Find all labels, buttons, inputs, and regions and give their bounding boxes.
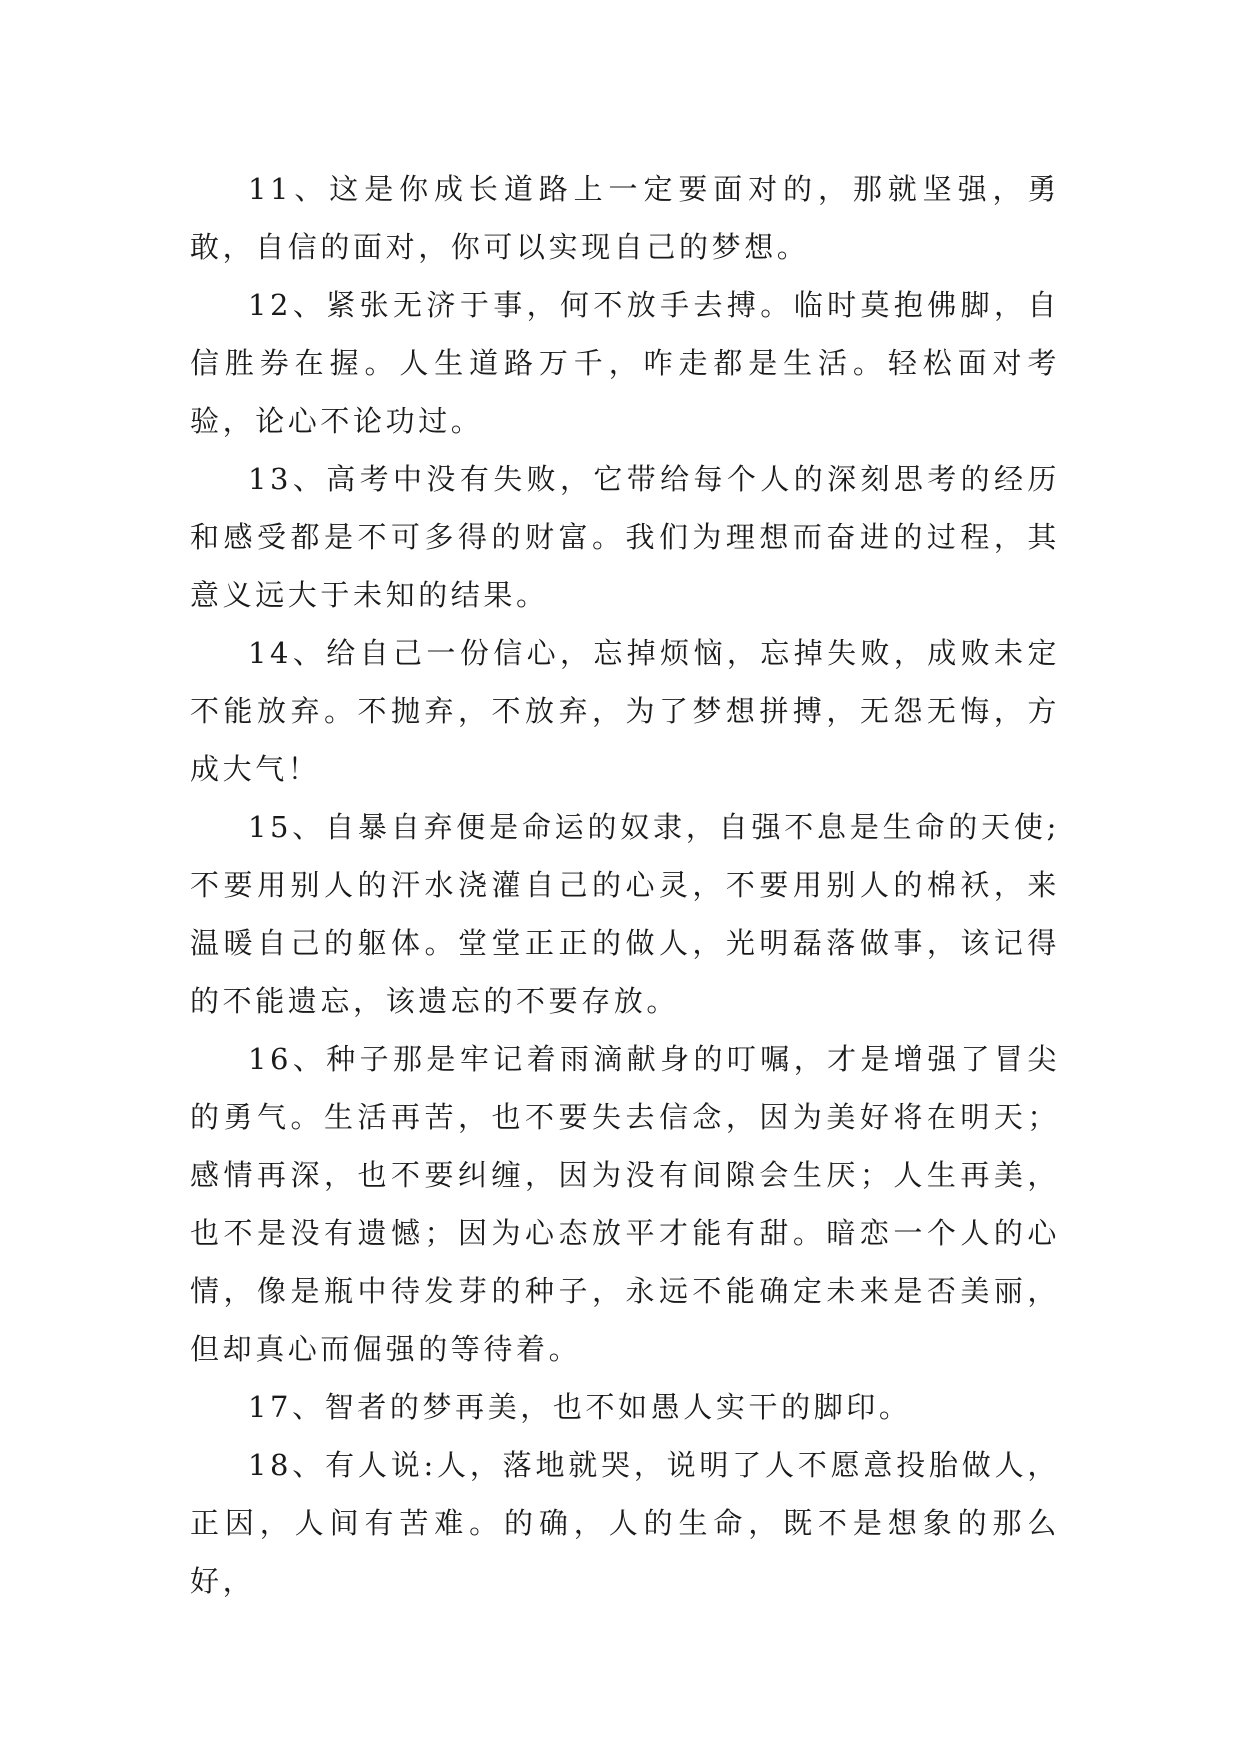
paragraph-14: 14、给自己一份信心，忘掉烦恼，忘掉失败，成败未定不能放弃。不抛弃，不放弃，为了梦想拼搏，无怨无悔，方成大气！ <box>190 636 1060 786</box>
paragraph-17: 17、智者的梦再美，也不如愚人实干的脚印。 <box>248 1390 912 1424</box>
paragraph-11: 11、这是你成长道路上一定要面对的，那就坚强，勇敢，自信的面对，你可以实现自己的梦想。 <box>190 172 1060 264</box>
paragraph-15: 15、自暴自弃便是命运的奴隶，自强不息是生命的天使;不要用别人的汗水浇灌自己的心灵，不要用别人的棉袄，来温暖自己的躯体。堂堂正正的做人，光明磊落做事，该记得的不能遗忘，该遗忘的不要存放。 <box>190 810 1060 1018</box>
paragraph-18: 18、有人说:人，落地就哭，说明了人不愿意投胎做人，正因，人间有苦难。的确，人的生命，既不是想象的那么好， <box>190 1448 1060 1598</box>
document-body <box>190 160 1060 1610</box>
paragraph-13: 13、高考中没有失败，它带给每个人的深刻思考的经历和感受都是不可多得的财富。我们为理想而奋进的过程，其意义远大于未知的结果。 <box>190 462 1060 612</box>
paragraph-16: 16、种子那是牢记着雨滴献身的叮嘱，才是增强了冒尖的勇气。生活再苦，也不要失去信念，因为美好将在明天；感情再深，也不要纠缠，因为没有间隙会生厌；人生再美，也不是没有遗憾；因为心态放平才能有甜。暗恋一个人的心情，像是瓶中待发芽的种子，永远不能确定未来是否美丽，但却真心而倔强的等待着。 <box>190 1042 1060 1366</box>
paragraph-12: 12、紧张无济于事，何不放手去搏。临时莫抱佛脚，自信胜券在握。人生道路万千，咋走都是生活。轻松面对考验，论心不论功过。 <box>190 288 1060 438</box>
